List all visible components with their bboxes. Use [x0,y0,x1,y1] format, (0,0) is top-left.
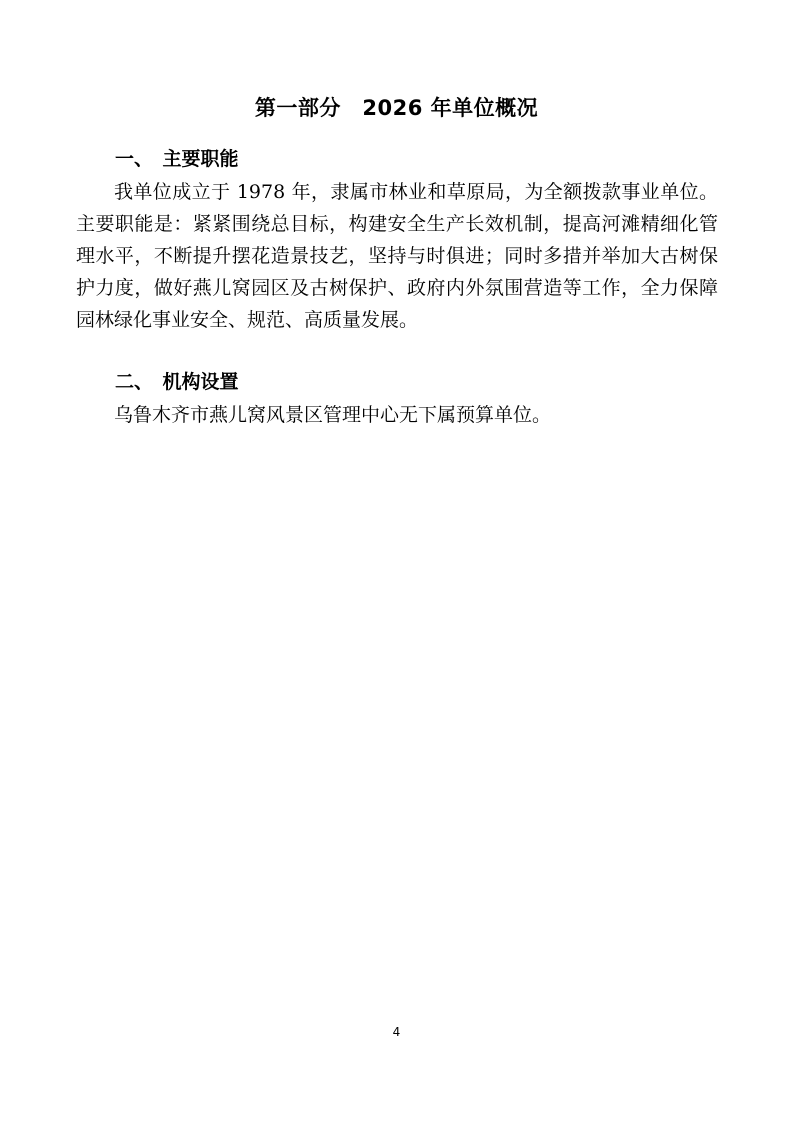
page-title: 第一部分 2026 年单位概况 [254,96,539,120]
page-number: 4 [392,1025,401,1039]
section-body-organization: 乌鲁木齐市燕儿窝风景区管理中心无下属预算单位。 [114,404,552,426]
section-heading-main-functions: 一、 主要职能 [115,148,239,170]
section-body-main-functions: 我单位成立于 1978 年，隶属市林业和草原局，为全额拨款事业单位。主要职能是：紧紧围绕总目标，构建安全生产长效机制，提高河滩精细化管理水平，不断提升摆花造景技艺，坚持与时俱进；同时多措并举加大古树保护力度，做好燕儿窝园区及古树保护、政府内外氛围营造等工作，全力保障园林绿化事业安全、规范、高质量发展。 [76,181,718,331]
section-heading-organization: 二、 机构设置 [115,371,239,393]
